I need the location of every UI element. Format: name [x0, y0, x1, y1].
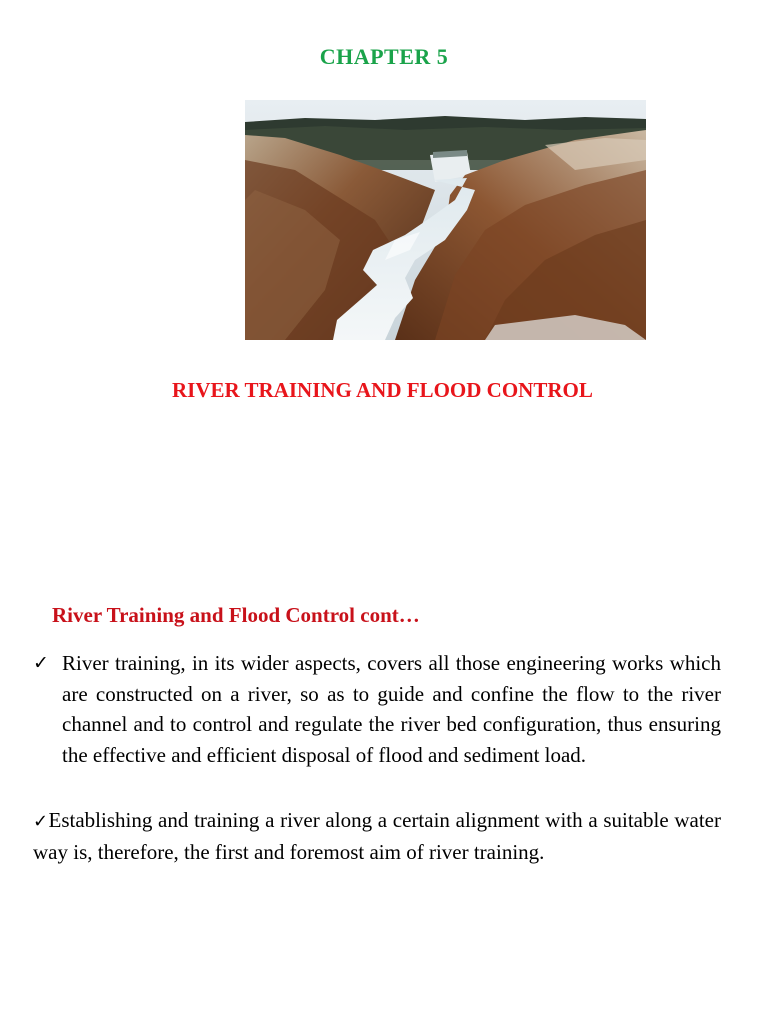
chapter-label: CHAPTER 5: [319, 44, 449, 69]
bullet-text: Establishing and training a river along a certain alignment with a suitable water way is, therefore, the first and foremost aim of river training.: [33, 808, 721, 864]
checkmark-icon: ✓: [33, 811, 49, 832]
checkmark-icon: ✓: [33, 652, 49, 674]
section-heading: River Training and Flood Control cont…: [52, 603, 420, 627]
bullet-text: River training, in its wider aspects, covers all those engineering works which are constructed on a river, so as to guide and confine the flow to the river channel and to control and regulate the river bed configuration, thus ensuring the effective and efficient disposal of flood and sediment load.: [62, 651, 721, 767]
river-canyon-photo: [245, 100, 646, 340]
list-item: [33, 648, 721, 770]
chapter-title: RIVER TRAINING AND FLOOD CONTROL: [172, 378, 593, 402]
list-item: [33, 805, 721, 868]
river-canyon-image: [245, 100, 646, 340]
